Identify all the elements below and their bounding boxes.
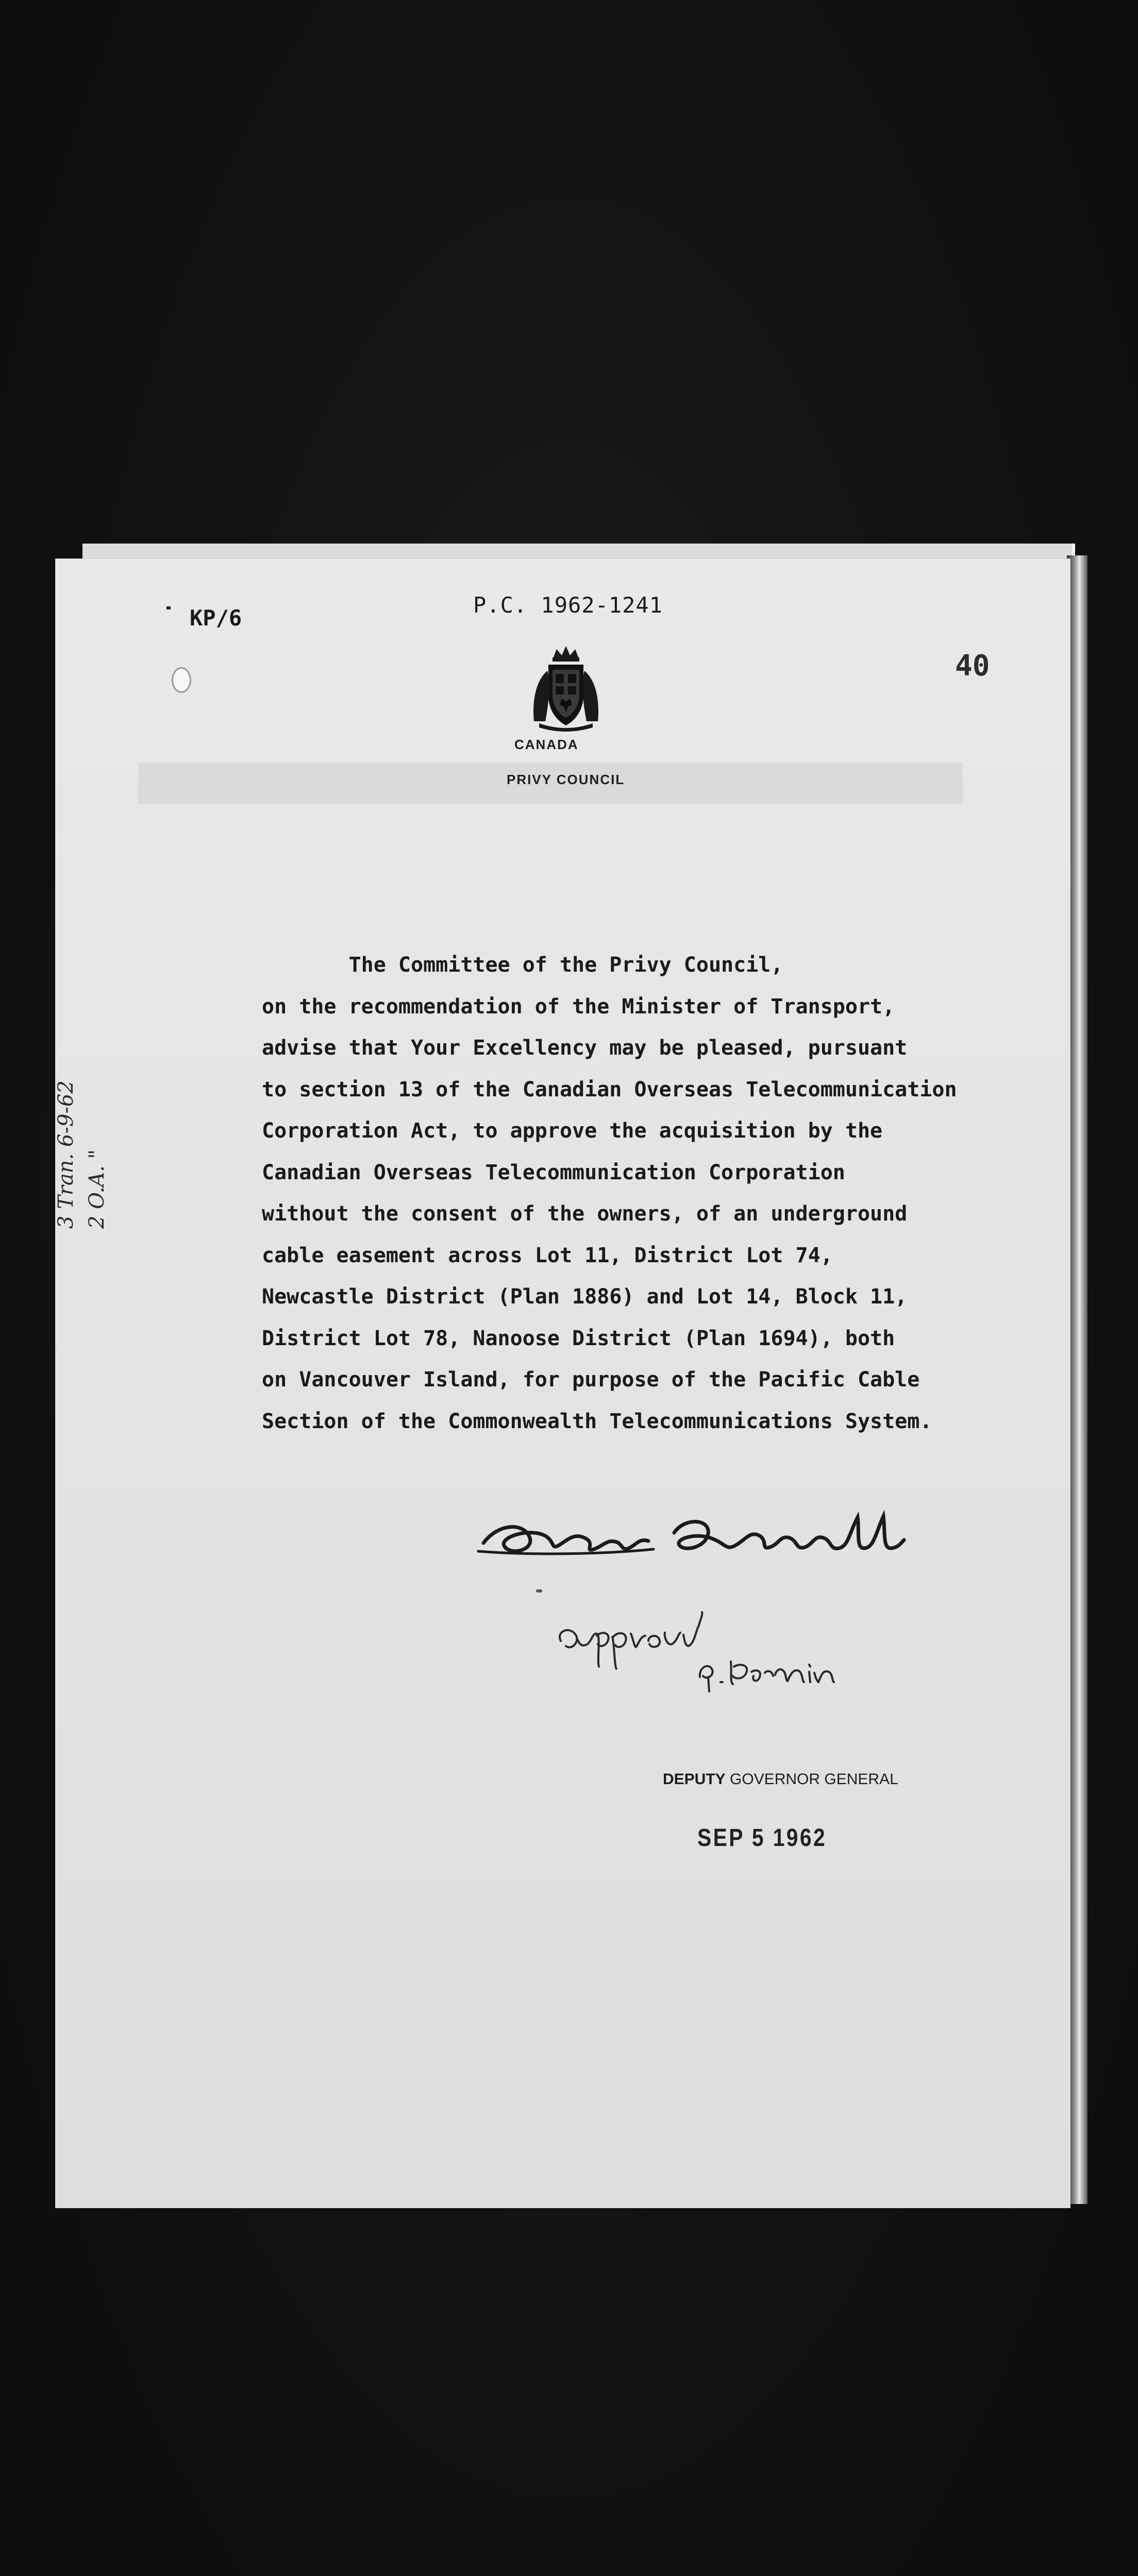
date-stamp: SEP 5 1962	[697, 1824, 827, 1852]
coat-of-arms-emblem	[530, 644, 602, 732]
body-line: to section 13 of the Canadian Overseas Telecommunication	[262, 1077, 957, 1101]
body-line: on the recommendation of the Minister of Transport,	[262, 994, 895, 1019]
country-label: CANADA	[514, 737, 579, 752]
punch-hole	[172, 667, 191, 693]
ink-dot	[536, 1589, 542, 1592]
handwritten-signature	[468, 1502, 911, 1574]
file-code: KP/6	[190, 605, 242, 631]
body-line: Corporation Act, to approve the acquisition by the	[262, 1119, 883, 1143]
body-line: without the consent of the owners, of an underground	[262, 1202, 908, 1226]
order-number: P.C. 1962-1241	[473, 592, 663, 618]
margin-note-line: 3 Tran. 6-9-62	[54, 1080, 78, 1229]
document-page	[56, 559, 1070, 2208]
page-number: 40	[955, 649, 990, 683]
body-line: advise that Your Excellency may be pleased, pursuant	[262, 1036, 908, 1060]
order-body-text	[262, 944, 957, 1442]
body-line: Newcastle District (Plan 1886) and Lot 14, Block 11,	[262, 1285, 908, 1309]
paper-stack-edge	[1067, 555, 1087, 2204]
body-line: District Lot 78, Nanoose District (Plan 1694), both	[262, 1326, 895, 1350]
body-line: Section of the Commonwealth Telecommunications System.	[262, 1409, 932, 1433]
body-line: Canadian Overseas Telecommunication Corporation	[262, 1160, 845, 1184]
handwritten-approval	[545, 1605, 937, 1698]
margin-note-line: 2 O.A. "	[85, 1149, 109, 1229]
body-line: on Vancouver Island, for purpose of the Pacific Cable	[262, 1368, 920, 1392]
ink-speck	[166, 606, 171, 609]
signatory-title-rest: GOVERNOR GENERAL	[725, 1771, 898, 1788]
body-line: The Committee of the Privy Council,	[262, 953, 783, 977]
council-label: PRIVY COUNCIL	[507, 772, 625, 787]
handwritten-margin-note	[51, 1080, 112, 1229]
signatory-title	[663, 1771, 898, 1788]
body-line: cable easement across Lot 11, District Lot 74,	[262, 1243, 833, 1267]
signatory-title-strong: DEPUTY	[663, 1771, 726, 1788]
